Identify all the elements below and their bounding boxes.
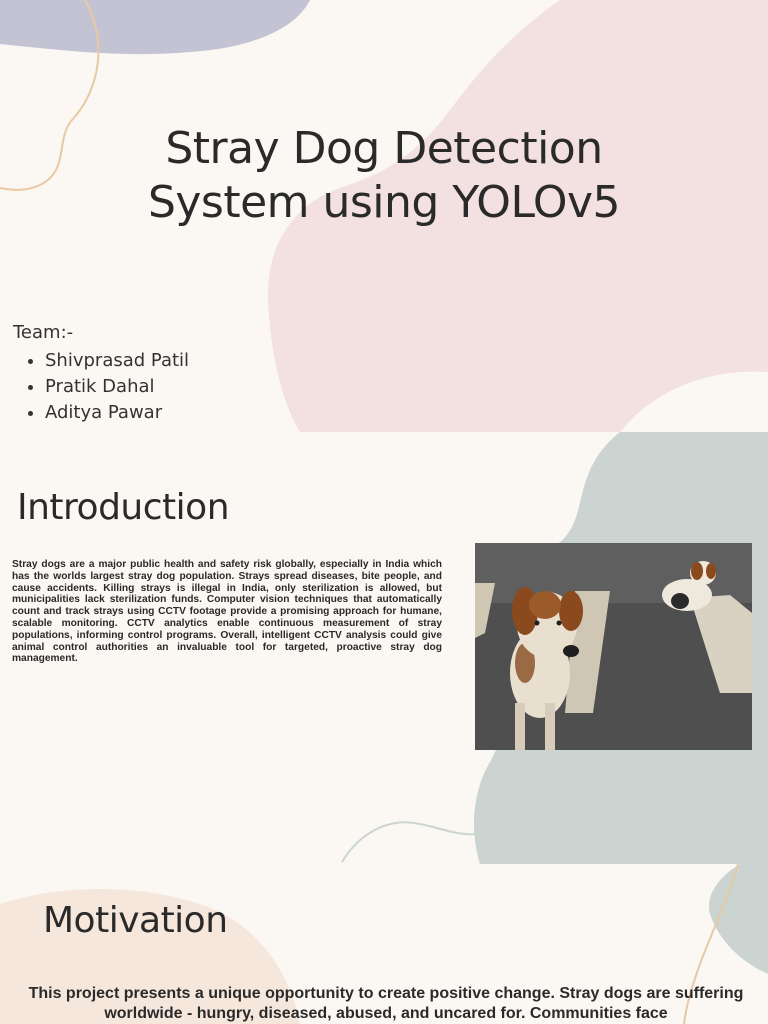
team-member-list: [13, 348, 189, 426]
motivation-slide: [0, 864, 768, 1024]
title-line-1: Stray Dog Detection: [165, 123, 603, 174]
introduction-heading: Introduction: [17, 487, 230, 528]
title-line-2: System using YOLOv5: [147, 177, 621, 228]
introduction-text: Stray dogs are a major public health and safety risk globally, especially in India which has the worlds largest stray dog population. Strays spread diseases, bite people, and cause accidents. Killing strays is illegal in India, only sterilization is allowed, but municipalities lack sterilization funds. Computer vision techniques that automatically count and track strays using CCTV footage provide a promising approach for humane, scalable monitoring. CCTV analytics enable continuous measurement of stray populations, informing control programs. Overall, intelligent CCTV analysis could give animal control authorities an invaluable tool for targeted, proactive stray dog management.: [12, 559, 442, 665]
introduction-slide: [0, 432, 768, 864]
title-slide: [0, 0, 768, 432]
team-member: • Aditya Pawar: [45, 400, 189, 426]
motivation-heading: Motivation: [43, 900, 228, 941]
presentation-title: [0, 122, 768, 230]
team-member: • Shivprasad Patil: [45, 348, 189, 374]
team-section: [13, 322, 189, 426]
motivation-text: This project presents a unique opportunity to create positive change. Stray dogs are suffering worldwide - hungry, diseased, abused, and uncared for. Communities face: [28, 985, 744, 1022]
lavender-blob: [0, 0, 310, 54]
stray-dogs-photo: [475, 543, 752, 750]
team-member: • Pratik Dahal: [45, 374, 189, 400]
team-label: Team:-: [13, 322, 74, 343]
